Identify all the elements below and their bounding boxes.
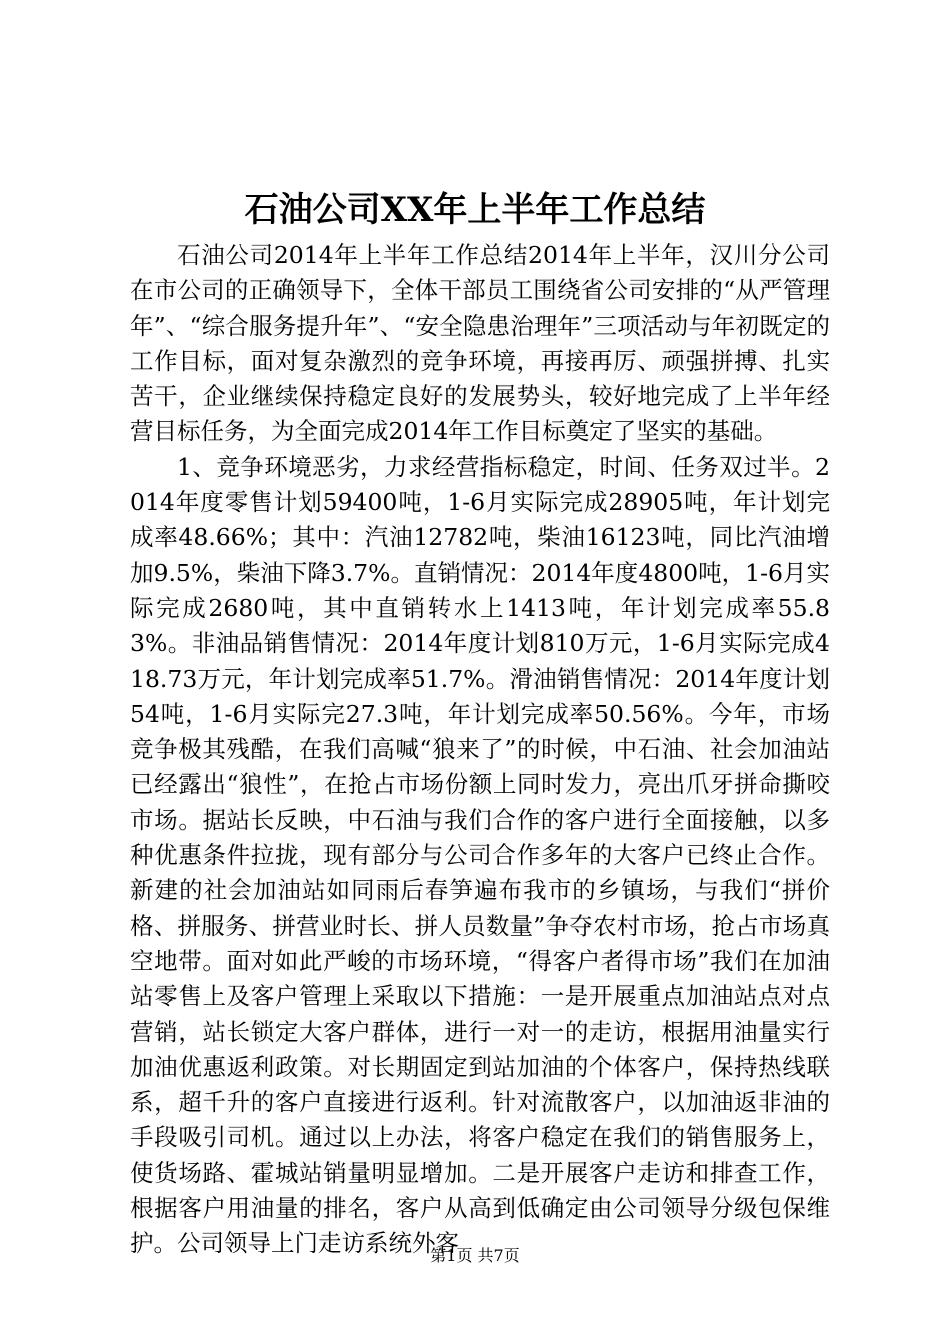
page-footer: 第1页 共7页 bbox=[430, 1246, 520, 1265]
paragraph-intro: 石油公司2014年上半年工作总结2014年上半年，汉川分公司在市公司的正确领导下，全体干部员工围绕省公司安排的“从严管理年”、“综合服务提升年”、“安全隐患治理年”三项活动与年初既定的工作目标，面对复杂激烈的竞争环境，再接再厉、顽强拼搏、扎实苦干，企业继续保持稳定良好的发展势头，较好地完成了上半年经营目标任务，为全面完成2014年工作目标奠定了坚实的基础。 bbox=[130, 241, 830, 446]
document-title: 石油公司XX年上半年工作总结 bbox=[244, 190, 706, 230]
document-body bbox=[130, 238, 830, 1262]
paragraph-section-1: 1、竞争环境恶劣，力求经营指标稳定，时间、任务双过半。2014年度零售计划59400吨，1-6月实际完成28905吨，年计划完成率48.66%；其中：汽油12782吨，柴油16123吨，同比汽油增加9.5%，柴油下降3.7%。直销情况：2014年度4800吨，1-6月实际完成2680吨，其中直销转水上1413吨，年计划完成率55.83%。非油品销售情况：2014年度计划810万元，1-6月实际完成418.73万元，年计划完成率51.7%。滑油销售情况：2014年度计划54吨，1-6月实际完27.3吨，年计划完成率50.56%。今年，市场竞争极其残酷，在我们高喊“狼来了”的时候，中石油、社会加油站已经露出“狼性”，在抢占市场份额上同时发力，亮出爪牙拼命撕咬市场。据站长反映，中石油与我们合作的客户进行全面接触，以多种优惠条件拉拢，现有部分与公司合作多年的大客户已终止合作。新建的社会加油站如同雨后春笋遍布我市的乡镇场，与我们“拼价格、拼服务、拼营业时长、拼人员数量”争夺农村市场，抢占市场真空地带。面对如此严峻的市场环境，“得客户者得市场”我们在加油站零售上及客户管理上采取以下措施：一是开展重点加油站点对点营销，站长锁定大客户群体，进行一对一的走访，根据用油量实行加油优惠返利政策。对长期固定到站加油的个体客户，保持热线联系，超千升的客户直接进行返利。针对流散客户，以加油返非油的手段吸引司机。通过以上办法，将客户稳定在我们的销售服务上，使货场路、霍城站销量明显增加。二是开展客户走访和排查工作，根据客户用油量的排名，客户从高到低确定由公司领导分级包保维护。公司领导上门走访系统外客 bbox=[130, 452, 830, 1258]
